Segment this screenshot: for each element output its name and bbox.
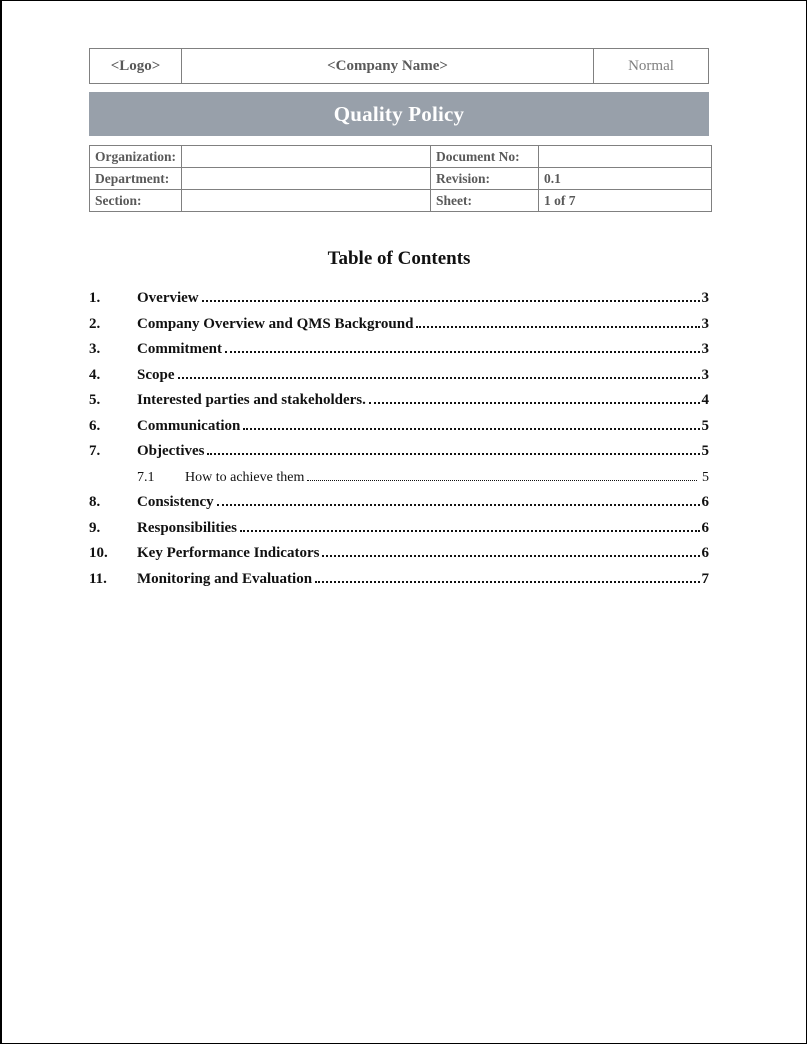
toc-entry-commitment[interactable] — [89, 342, 709, 358]
toc-leader-dots — [307, 480, 697, 481]
toc-leader-dots — [416, 326, 699, 328]
toc-entry-title: Scope — [137, 366, 175, 383]
section-value — [182, 190, 431, 212]
logo-placeholder: <Logo> — [90, 49, 182, 84]
toc-entry-number: 10. — [89, 545, 108, 561]
toc-entry-company-overview[interactable] — [89, 317, 709, 333]
toc-list — [89, 291, 709, 587]
header-row — [90, 49, 709, 84]
toc-entry-number: 9. — [89, 519, 101, 536]
toc-entry-page: 4 — [701, 392, 709, 408]
toc-entry-title: Responsibilities — [137, 519, 238, 536]
toc-entry-page: 5 — [702, 469, 709, 485]
toc-entry-title: Company Overview and QMS Background — [137, 315, 414, 332]
section-label: Section: — [90, 190, 182, 212]
toc-entry-monitoring-and-evaluation[interactable] — [89, 572, 709, 588]
toc-leader-dots — [225, 351, 700, 353]
info-row-section — [90, 190, 712, 212]
toc-leader-dots — [207, 453, 699, 455]
toc-entry-objectives[interactable] — [89, 444, 709, 460]
toc-entry-responsibilities[interactable] — [89, 521, 709, 537]
toc-entry-scope[interactable] — [89, 368, 709, 384]
toc-leader-dots — [178, 377, 700, 379]
toc-entry-page: 6 — [701, 519, 709, 536]
toc-entry-page: 3 — [701, 341, 709, 357]
toc-entry-communication[interactable] — [89, 419, 709, 435]
toc-entry-page: 7 — [701, 570, 709, 587]
toc-entry-page: 3 — [701, 290, 709, 306]
toc-entry-title: Communication — [137, 417, 241, 434]
toc-leader-dots — [315, 581, 699, 583]
sheet-value: 1 of 7 — [539, 190, 712, 212]
document-info-table — [89, 145, 712, 212]
document-header-table — [89, 48, 709, 84]
toc-leader-dots — [217, 504, 700, 506]
toc-entry-page: 3 — [701, 315, 709, 332]
toc-entry-title: Key Performance Indicators — [137, 545, 320, 561]
toc-entry-title: Overview — [137, 290, 199, 306]
page-content — [2, 1, 806, 587]
toc-entry-page: 5 — [701, 417, 709, 434]
document-no-label: Document No: — [431, 146, 539, 168]
department-value — [182, 168, 431, 190]
toc-entry-number: 7. — [89, 443, 101, 459]
revision-value: 0.1 — [539, 168, 712, 190]
toc-entry-title: Monitoring and Evaluation — [137, 570, 313, 587]
toc-entry-number: 11. — [89, 570, 107, 587]
toc-entry-consistency[interactable] — [89, 495, 709, 511]
toc-entry-page: 5 — [701, 443, 709, 459]
document-title: Quality Policy — [333, 101, 465, 126]
toc-entry-title: Consistency — [137, 494, 214, 510]
classification-label: Normal — [594, 49, 709, 84]
toc-entry-number: 4. — [89, 366, 101, 383]
toc-entry-overview[interactable] — [89, 291, 709, 307]
toc-leader-dots — [240, 530, 699, 532]
organization-label: Organization: — [90, 146, 182, 168]
organization-value — [182, 146, 431, 168]
toc-leader-dots — [202, 300, 700, 302]
toc-entry-number: 2. — [89, 315, 101, 332]
info-row-organization — [90, 146, 712, 168]
toc-entry-key-performance-indicators[interactable] — [89, 546, 709, 562]
company-name-placeholder: <Company Name> — [182, 49, 594, 84]
toc-heading: Table of Contents — [327, 248, 471, 269]
toc-entry-title: Commitment — [137, 341, 222, 357]
toc-leader-dots — [322, 555, 699, 557]
toc-entry-number: 6. — [89, 417, 101, 434]
toc-entry-page: 6 — [701, 545, 709, 561]
toc-entry-title: Objectives — [137, 443, 205, 459]
toc-leader-dots — [243, 428, 699, 430]
toc-entry-number: 1. — [89, 290, 101, 306]
toc-entry-title: Interested parties and stakeholders. — [137, 392, 366, 408]
toc-leader-dots — [369, 402, 700, 404]
toc-entry-page: 3 — [701, 366, 709, 383]
department-label: Department: — [90, 168, 182, 190]
toc-entry-number: 7.1 — [137, 469, 155, 485]
toc-entry-page: 6 — [701, 494, 709, 510]
toc-entry-title: How to achieve them — [185, 469, 305, 485]
toc-entry-number: 5. — [89, 392, 101, 408]
info-row-department — [90, 168, 712, 190]
toc-entry-interested-parties[interactable] — [89, 393, 709, 409]
toc-entry-number: 3. — [89, 341, 101, 357]
toc-entry-number: 8. — [89, 494, 101, 510]
document-no-value — [539, 146, 712, 168]
document-title-banner — [89, 92, 709, 136]
toc-entry-how-to-achieve-them[interactable] — [89, 470, 709, 486]
revision-label: Revision: — [431, 168, 539, 190]
sheet-label: Sheet: — [431, 190, 539, 212]
